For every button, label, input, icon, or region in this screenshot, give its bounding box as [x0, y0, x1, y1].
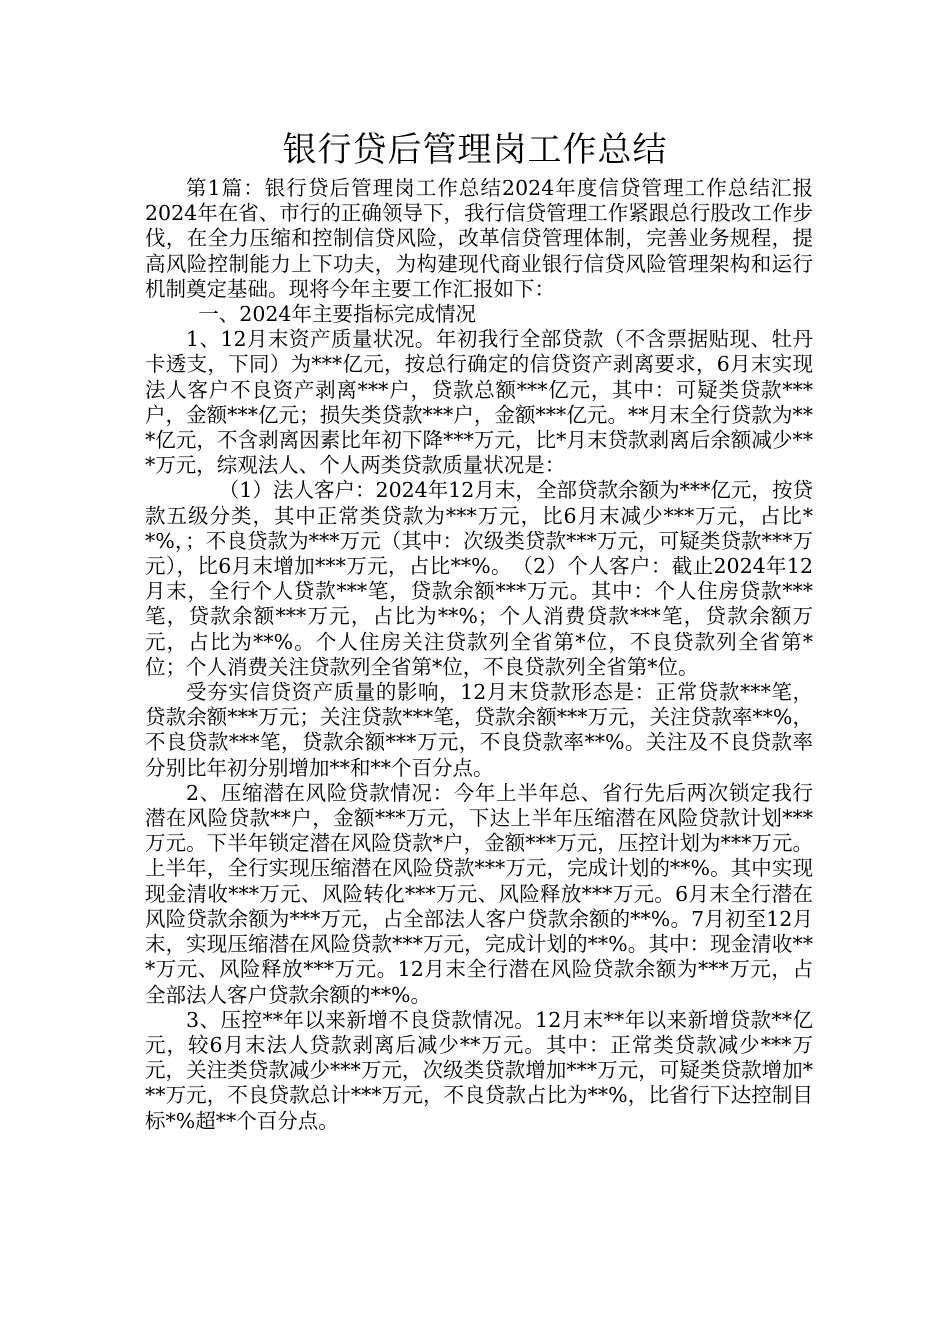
paragraph-loan-status: 受夯实信贷资产质量的影响，12月末贷款形态是：正常贷款***笔，贷款余额***万元；关注贷款***笔，贷款余额***万元，关注贷款率**%，不良贷款***笔，贷款余额***万元，不良贷款率**%。关注及不良贷款率分别比年初分别增加**和**个百分点。	[145, 680, 813, 780]
paragraph-intro: 第1篇：银行贷后管理岗工作总结2024年度信贷管理工作总结汇报 2024年在省、市行的正确领导下，我行信贷管理工作紧跟总行股改工作步伐，在全力压缩和控制信贷风险，改革信贷管理体制，完善业务规程，提高风险控制能力上下功夫，为构建现代商业银行信贷风险管理架构和运行机制奠定基础。现将今年主要工作汇报如下：	[145, 176, 834, 301]
section-heading: 一、2024年主要指标完成情况	[198, 302, 476, 327]
document-body	[145, 176, 834, 1134]
document-title: 银行贷后管理岗工作总结	[282, 130, 668, 170]
paragraph-asset-quality: 1、12月末资产质量状况。年初我行全部贷款（不含票据贴现、牡丹卡透支，下同）为***亿元，按总行确定的信贷资产剥离要求，6月末实现法人客户不良资产剥离***户，贷款总额***亿元，其中：可疑类贷款***户，金额***亿元；损失类贷款***户，金额***亿元。**月末全行贷款为***亿元，不含剥离因素比年初下降***万元，比*月末贷款剥离后余额减少***万元，综观法人、个人两类贷款质量状况是：	[145, 327, 813, 478]
paragraph-clients: （1）法人客户：2024年12月末，全部贷款余额为***亿元，按贷款五级分类，其中正常类贷款为***万元，比6月末减少***万元，占比**%，；不良贷款为***万元（其中：次级类贷款***万元，可疑类贷款***万元），比6月末增加***万元，占比**%。 （2）个人客户：截止2024年12月末，全行个人贷款***笔，贷款余额***万元。其中：个人住房贷款***笔，贷款余额***万元，占比为**%；个人消费贷款***笔，贷款余额万元，占比为**%。个人住房关注贷款列全省第*位，不良贷款列全省第*位；个人消费关注贷款列全省第*位，不良贷款列全省第*位。	[145, 478, 813, 679]
paragraph-risk-compression: 2、压缩潜在风险贷款情况：今年上半年总、省行先后两次锁定我行潜在风险贷款**户，金额***万元，下达上半年压缩潜在风险贷款计划***万元。下半年锁定潜在风险贷款*户，金额***万元，压控计划为***万元。上半年，全行实现压缩潜在风险贷款***万元，完成计划的**%。其中实现现金清收***万元、风险转化***万元、风险释放***万元。6月末全行潜在风险贷款余额为***万元，占全部法人客户贷款余额的**%。7月初至12月末，实现压缩潜在风险贷款***万元，完成计划的**%。其中：现金清收***万元、风险释放***万元。12月末全行潜在风险贷款余额为***万元，占全部法人客户贷款余额的**%。	[145, 780, 813, 1007]
paragraph-new-npl: 3、压控**年以来新增不良贷款情况。12月末**年以来新增贷款**亿元，较6月末法人贷款剥离后减少**万元。其中：正常类贷款减少***万元，关注类贷款减少***万元，次级类贷款增加***万元，可疑类贷款增加***万元，不良贷款总计***万元，不良贷款占比为**%，比省行下达控制目标*%超**个百分点。	[145, 1007, 813, 1133]
